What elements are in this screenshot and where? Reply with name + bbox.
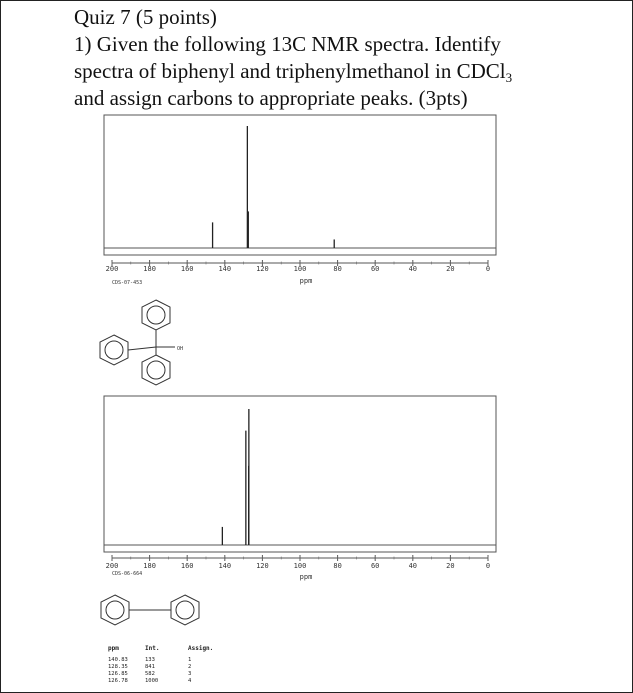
table-header: Int. xyxy=(145,645,160,652)
table-cell: 4 xyxy=(188,678,192,684)
triphenylmethanol-structure xyxy=(80,295,220,390)
table-cell: 1 xyxy=(188,657,192,663)
table-cell: 1000 xyxy=(145,678,159,684)
question-line-1: 1) Given the following 13C NMR spectra. Identify xyxy=(74,32,501,56)
table-cell: 126.85 xyxy=(108,671,128,677)
tick-label: 100 xyxy=(293,265,307,273)
tick-label: 60 xyxy=(370,562,380,570)
tick-label: 120 xyxy=(256,562,269,570)
ring-bottom xyxy=(142,355,170,385)
tick-label: 0 xyxy=(485,562,491,570)
tick-label: 80 xyxy=(333,562,342,570)
question-line-2-text: spectra of biphenyl and triphenylmethanol in CDCl xyxy=(74,59,506,83)
tick-label: 20 xyxy=(446,562,455,570)
tick-label: 100 xyxy=(293,562,307,570)
spectrum-2-code: CDS-06-664 xyxy=(112,571,143,577)
subscript-3: 3 xyxy=(505,70,513,85)
ring-left xyxy=(100,335,128,365)
table-cell: 2 xyxy=(188,664,192,670)
tick-label: 20 xyxy=(446,265,455,273)
peak-table xyxy=(100,640,230,690)
tick-label: 120 xyxy=(256,265,269,273)
tick-label: 60 xyxy=(370,265,380,273)
table-cell: 841 xyxy=(145,664,155,670)
tick-label: 140 xyxy=(218,265,232,273)
ring-left xyxy=(101,595,129,625)
table-cell: 133 xyxy=(145,657,155,663)
spectrum-1-code: CDS-07-453 xyxy=(112,280,143,286)
biphenyl-structure xyxy=(85,590,225,630)
tick-label: 180 xyxy=(143,562,156,570)
table-header: ppm xyxy=(108,645,119,652)
tick-label: 200 xyxy=(105,265,119,273)
oh-label: OH xyxy=(177,346,184,352)
ring-top xyxy=(142,300,170,330)
question-line-3: and assign carbons to appropriate peaks. (3pts) xyxy=(74,86,468,110)
tick-label: 160 xyxy=(180,562,194,570)
tick-label: 0 xyxy=(485,265,491,273)
tick-label: 200 xyxy=(105,562,119,570)
table-cell: 3 xyxy=(188,671,192,677)
quiz-title: Quiz 7 (5 points) xyxy=(74,5,217,29)
table-cell: 126.78 xyxy=(108,678,128,684)
tick-label: 180 xyxy=(143,265,156,273)
ring-right xyxy=(171,595,199,625)
table-cell: 140.83 xyxy=(108,657,128,663)
tick-label: 40 xyxy=(408,562,418,570)
spectrum-1-unit: ppm xyxy=(299,277,313,285)
tick-label: 140 xyxy=(218,562,232,570)
table-cell: 128.35 xyxy=(108,664,128,670)
tick-label: 160 xyxy=(180,265,194,273)
table-cell: 582 xyxy=(145,671,155,677)
table-header: Assign. xyxy=(188,645,214,652)
spectrum-2-unit: ppm xyxy=(299,573,313,581)
tick-label: 80 xyxy=(333,265,342,273)
spectrum-1-frame xyxy=(104,115,496,255)
tick-label: 40 xyxy=(408,265,418,273)
